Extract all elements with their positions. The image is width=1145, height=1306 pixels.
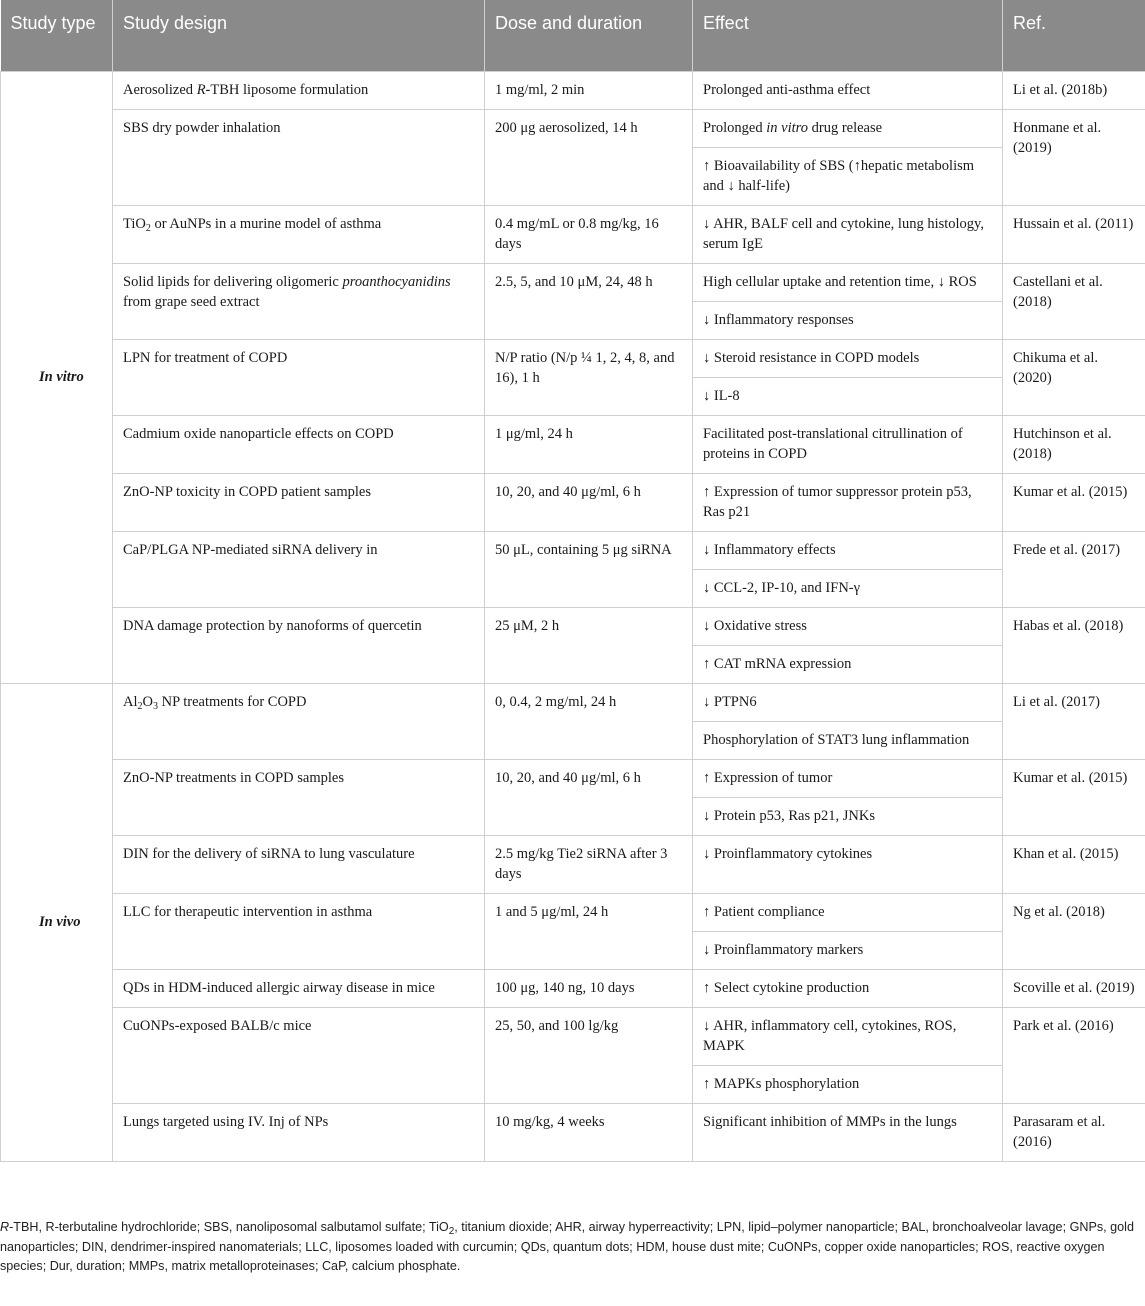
table-row [1, 339, 1145, 415]
effect-item: ↓ Protein p53, Ras p21, JNKs [703, 807, 875, 824]
effect-item: ↓ Steroid resistance in COPD models [693, 340, 1002, 378]
table-row [1, 607, 1145, 683]
header-dose-duration: Dose and duration [485, 0, 693, 71]
table-row [1, 893, 1145, 969]
table-row [1, 1103, 1145, 1161]
reference-cell: Kumar et al. (2015) [1003, 759, 1145, 835]
table-row [1, 1007, 1145, 1103]
study-design-cell: LLC for therapeutic intervention in asthma [113, 893, 485, 969]
reference-cell: Castellani et al. (2018) [1003, 263, 1145, 339]
dose-duration-cell: 200 μg aerosolized, 14 h [485, 109, 693, 205]
header-effect: Effect [693, 0, 1003, 71]
reference-cell: Scoville et al. (2019) [1003, 969, 1145, 1007]
dose-duration-cell: 1 and 5 μg/ml, 24 h [485, 893, 693, 969]
dose-duration-cell: 0.4 mg/mL or 0.8 mg/kg, 16 days [485, 205, 693, 263]
effect-cell [693, 759, 1003, 835]
effect-cell [693, 893, 1003, 969]
reference-cell: Hussain et al. (2011) [1003, 205, 1145, 263]
effect-item: ↓ Proinflammatory markers [703, 941, 864, 958]
dose-duration-cell: 10, 20, and 40 μg/ml, 6 h [485, 473, 693, 531]
dose-duration-cell: N/P ratio (N/p ¼ 1, 2, 4, 8, and 16), 1 h [485, 339, 693, 415]
reference-cell: Chikuma et al. (2020) [1003, 339, 1145, 415]
dose-duration-cell: 50 μL, containing 5 μg siRNA [485, 531, 693, 607]
reference-cell: Li et al. (2017) [1003, 683, 1145, 759]
table-body [1, 71, 1145, 1161]
dose-duration-cell: 10, 20, and 40 μg/ml, 6 h [485, 759, 693, 835]
effect-item: ↓ Oxidative stress [693, 608, 1002, 646]
dose-duration-cell: 1 mg/ml, 2 min [485, 71, 693, 109]
study-design-cell: QDs in HDM-induced allergic airway disease in mice [113, 969, 485, 1007]
table-row [1, 969, 1145, 1007]
study-design-cell: ZnO-NP toxicity in COPD patient samples [113, 473, 485, 531]
reference-cell: Li et al. (2018b) [1003, 71, 1145, 109]
effect-item: ↓ AHR, inflammatory cell, cytokines, ROS, MAPK [693, 1008, 1002, 1066]
study-design-cell: Aerosolized R-TBH liposome formulation [113, 71, 485, 109]
table-row [1, 531, 1145, 607]
effect-item: High cellular uptake and retention time, ↓ ROS [693, 264, 1002, 302]
study-type-cell: In vitro [1, 71, 113, 683]
dose-duration-cell: 2.5 mg/kg Tie2 siRNA after 3 days [485, 835, 693, 893]
study-design-cell: CuONPs-exposed BALB/c mice [113, 1007, 485, 1103]
reference-cell: Kumar et al. (2015) [1003, 473, 1145, 531]
reference-cell: Habas et al. (2018) [1003, 607, 1145, 683]
effect-item: ↑ Expression of tumor suppressor protein p53, Ras p21 [703, 483, 972, 520]
effect-item: ↑ Bioavailability of SBS (↑hepatic metabolism and ↓ half-life) [703, 157, 975, 194]
effect-cell [693, 473, 1003, 531]
effect-item: ↓ CCL-2, IP-10, and IFN-γ [703, 579, 861, 596]
study-design-cell: $Al_2O_3$ NP treatments for COPD [113, 683, 485, 759]
reference-cell: Ng et al. (2018) [1003, 893, 1145, 969]
effect-cell [693, 205, 1003, 263]
study-design-cell: DNA damage protection by nanoforms of quercetin [113, 607, 485, 683]
effect-cell [693, 1007, 1003, 1103]
study-type-cell: In vivo [1, 683, 113, 1161]
reference-cell: Park et al. (2016) [1003, 1007, 1145, 1103]
reference-cell: Frede et al. (2017) [1003, 531, 1145, 607]
table-row [1, 759, 1145, 835]
table-row [1, 109, 1145, 205]
effect-item: ↑ CAT mRNA expression [703, 655, 852, 672]
effect-cell [693, 607, 1003, 683]
table-row [1, 263, 1145, 339]
reference-cell: Parasaram et al. (2016) [1003, 1103, 1145, 1161]
table-footnote: R-TBH, R-terbutaline hydrochloride; SBS, nanoliposomal salbutamol sulfate; TiO$_2$, titanium dioxide; AHR, airway hyperreactivity; LPN, lipid–polymer nanoparticle; BAL, bronchoalveolar lavage; GNPs, gold nanoparticles; DIN, dendrimer-inspired nanomaterials; LLC, liposomes loaded with curcumin; QDs, quantum dots; HDM, house dust mite; CuONPs, copper oxide nanoparticles; ROS, reactive oxygen species; Dur, duration; MMPs, matrix metalloproteinases; CaP, calcium phosphate. [0, 1220, 1134, 1273]
dose-duration-cell: 25, 50, and 100 lg/kg [485, 1007, 693, 1103]
effect-item: Significant inhibition of MMPs in the lungs [703, 1113, 957, 1130]
reference-cell: Honmane et al. (2019) [1003, 109, 1145, 205]
effect-cell [693, 71, 1003, 109]
reference-cell: Khan et al. (2015) [1003, 835, 1145, 893]
dose-duration-cell: 2.5, 5, and 10 μM, 24, 48 h [485, 263, 693, 339]
study-design-cell: Cadmium oxide nanoparticle effects on COPD [113, 415, 485, 473]
effect-item: ↓ Proinflammatory cytokines [703, 845, 873, 862]
dose-duration-cell: 1 μg/ml, 24 h [485, 415, 693, 473]
table-row [1, 683, 1145, 759]
effect-item: Prolonged in vitro drug release [693, 110, 1002, 148]
study-design-cell: Lungs targeted using IV. Inj of NPs [113, 1103, 485, 1161]
effect-cell [693, 969, 1003, 1007]
dose-duration-cell: 0, 0.4, 2 mg/ml, 24 h [485, 683, 693, 759]
study-design-cell: ZnO-NP treatments in COPD samples [113, 759, 485, 835]
effect-item: ↓ PTPN6 [693, 684, 1002, 722]
table-row [1, 415, 1145, 473]
effect-cell [693, 415, 1003, 473]
table-row [1, 71, 1145, 109]
effect-item: ↓ AHR, BALF cell and cytokine, lung histology, serum IgE [703, 215, 984, 252]
effect-item: ↑ Expression of tumor [693, 760, 1002, 798]
table-row [1, 835, 1145, 893]
study-design-cell: Solid lipids for delivering oligomeric proanthocyanidins from grape seed extract [113, 263, 485, 339]
effect-item: ↑ Patient compliance [693, 894, 1002, 932]
study-design-cell: LPN for treatment of COPD [113, 339, 485, 415]
header-row [1, 0, 1145, 71]
effect-item: Phosphorylation of STAT3 lung inflammation [703, 731, 970, 748]
study-design-cell: TiO$_2$ or AuNPs in a murine model of asthma [113, 205, 485, 263]
table-row [1, 205, 1145, 263]
header-study-design: Study design [113, 0, 485, 71]
header-study-type: Study type [1, 0, 113, 71]
dose-duration-cell: 25 μM, 2 h [485, 607, 693, 683]
effect-item: ↓ IL-8 [703, 387, 740, 404]
effect-item: Prolonged anti-asthma effect [703, 81, 871, 98]
effect-cell [693, 835, 1003, 893]
header-ref: Ref. [1003, 0, 1145, 71]
effect-item: ↑ Select cytokine production [703, 979, 870, 996]
effect-item: ↓ Inflammatory effects [693, 532, 1002, 570]
dose-duration-cell: 10 mg/kg, 4 weeks [485, 1103, 693, 1161]
dose-duration-cell: 100 μg, 140 ng, 10 days [485, 969, 693, 1007]
effect-cell [693, 263, 1003, 339]
study-design-cell: DIN for the delivery of siRNA to lung vasculature [113, 835, 485, 893]
reference-cell: Hutchinson et al. (2018) [1003, 415, 1145, 473]
effect-item: ↓ Inflammatory responses [703, 311, 854, 328]
effect-cell [693, 683, 1003, 759]
effect-cell [693, 339, 1003, 415]
table-row [1, 473, 1145, 531]
effect-cell [693, 1103, 1003, 1161]
effect-item: Facilitated post-translational citrullination of proteins in COPD [703, 425, 963, 462]
study-design-cell: SBS dry powder inhalation [113, 109, 485, 205]
effect-cell [693, 109, 1003, 205]
study-design-cell: CaP/PLGA NP-mediated siRNA delivery in [113, 531, 485, 607]
effect-item: ↑ MAPKs phosphorylation [703, 1075, 860, 1092]
effect-cell [693, 531, 1003, 607]
